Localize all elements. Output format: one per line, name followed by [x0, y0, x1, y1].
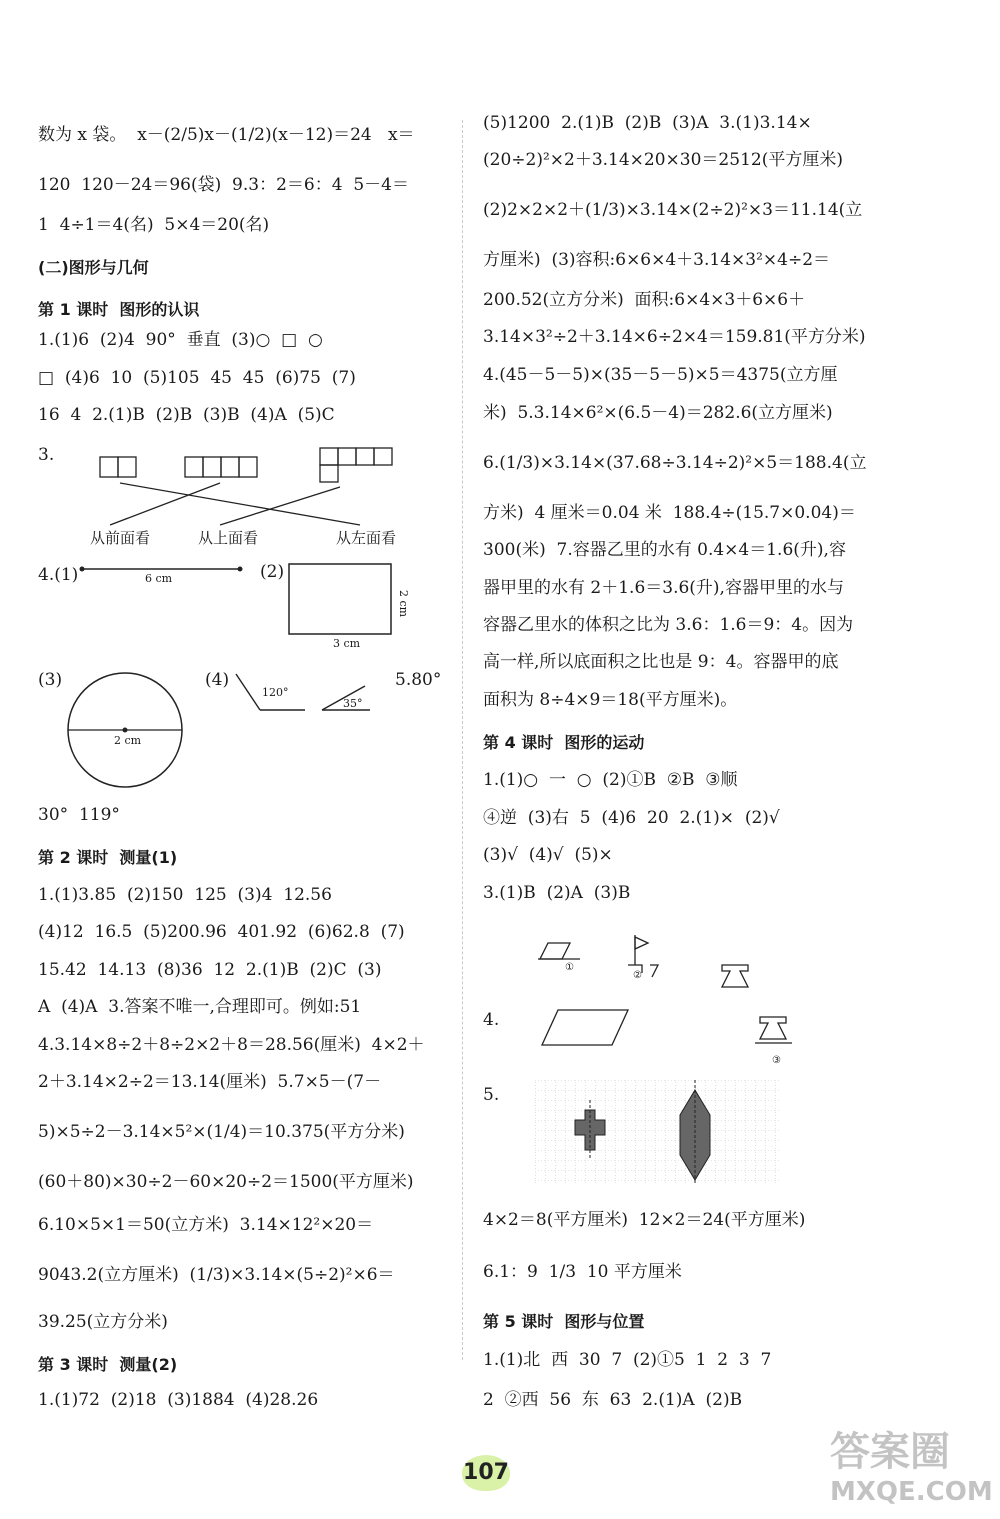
view-label-left: 从左面看 [336, 529, 397, 547]
watermark-line-2: MXQE.COM [830, 1477, 993, 1507]
answer-line: 120 120－24＝96(袋) 9.3：2＝6：4 5－4＝ [38, 175, 409, 195]
answer-line: 5)×5÷2－3.14×5²×(1/4)＝10.375(平方分米) [38, 1122, 405, 1142]
answer-line: 3. [38, 445, 55, 465]
angle-question-label: (4) [205, 670, 230, 690]
answer-line: 数为 x 袋。 x－(2/5)x－(1/2)(x－12)＝24 x＝ [38, 125, 415, 145]
question-5-answer: 5.80° [395, 670, 442, 690]
answer-line: 6.(1/3)×3.14×(37.68÷3.14÷2)²×5＝188.4(立 [483, 453, 867, 473]
segment-length-label: 6 cm [145, 572, 173, 585]
transform-mark-3: ③ [772, 1055, 781, 1066]
watermark-logo [830, 1420, 1000, 1519]
answer-line: 容器乙里水的体积之比为 3.6：1.6＝9：4。因为 [483, 615, 854, 635]
answer-line: 2＋3.14×2÷2＝13.14(厘米) 5.7×5－(7－ [38, 1072, 382, 1092]
column-divider [462, 120, 463, 1360]
answer-line: (3) [38, 670, 63, 690]
view-label-top: 从上面看 [198, 529, 259, 547]
answer-line: 39.25(立方分米) [38, 1312, 168, 1332]
answer-line: 5. [483, 1085, 500, 1105]
section-heading: 第 3 课时 测量(2) [38, 1355, 178, 1374]
answer-line: 4.(1) [38, 565, 79, 585]
answer-line: 300(米) 7.容器乙里的水有 0.4×4＝1.6(升),容 [483, 540, 846, 560]
answer-line: 6.1：9 1/3 10 平方厘米 [483, 1262, 682, 1282]
answer-line: 米) 5.3.14×6²×(6.5－4)＝282.6(立方厘米) [483, 403, 833, 423]
transform-figure [540, 935, 790, 1070]
angle-120-label: 120° [262, 686, 289, 699]
answer-line: 1.(1)3.85 (2)150 125 (3)4 12.56 [38, 885, 332, 905]
rect-question-label: (2) [260, 562, 285, 582]
answer-line: 面积为 8÷4×9＝18(平方厘米)。 [483, 690, 738, 710]
answer-line: (60＋80)×30÷2－60×20÷2＝1500(平方厘米) [38, 1172, 414, 1192]
answer-line: (5)1200 2.(1)B (2)B (3)A 3.(1)3.14× [483, 113, 812, 133]
angle-35-label: 35° [343, 697, 363, 710]
page-number: 107 [462, 1455, 510, 1491]
answer-line: 1 4÷1＝4(名) 5×4＝20(名) [38, 215, 270, 235]
answer-line: 1.(1)○ 一 ○ (2)①B ②B ③顺 [483, 770, 738, 790]
section-heading: 第 5 课时 图形与位置 [483, 1312, 645, 1331]
answer-line: 1.(1)72 (2)18 (3)1884 (4)28.26 [38, 1390, 319, 1410]
answer-line: 2 ②西 56 东 63 2.(1)A (2)B [483, 1390, 743, 1410]
answer-line: (20÷2)²×2＋3.14×20×30＝2512(平方厘米) [483, 150, 843, 170]
watermark-line-1: 答案圈 [830, 1429, 950, 1475]
grid-figure [535, 1080, 780, 1185]
answer-line: 200.52(立方分米) 面积:6×4×3＋6×6＋ [483, 290, 806, 310]
transform-mark-2: ② [633, 970, 642, 981]
answer-line: (4)12 16.5 (5)200.96 401.92 (6)62.8 (7) [38, 922, 405, 942]
answer-line: 16 4 2.(1)B (2)B (3)B (4)A (5)C [38, 405, 335, 425]
answer-line: ④逆 (3)右 5 (4)6 20 2.(1)× (2)√ [483, 808, 780, 828]
answer-line: 4.(45－5－5)×(35－5－5)×5＝4375(立方厘 [483, 365, 838, 385]
answer-line: □ (4)6 10 (5)105 45 45 (6)75 (7) [38, 368, 356, 388]
answer-line: 1.(1)北 西 30 7 (2)①5 1 2 3 7 [483, 1350, 772, 1370]
answer-line: 3.(1)B (2)A (3)B [483, 883, 631, 903]
rectangle-figure [288, 563, 393, 635]
answer-line: (3)√ (4)√ (5)× [483, 845, 613, 865]
circle-diameter-label: 2 cm [114, 734, 142, 747]
rect-width-label: 3 cm [333, 637, 361, 650]
answer-line: 方厘米) (3)容积:6×6×4＋3.14×3²×4÷2＝ [483, 250, 831, 270]
answer-line: 器甲里的水有 2＋1.6＝3.6(升),容器甲里的水与 [483, 578, 844, 598]
circle-figure [65, 670, 185, 790]
angles-figure [230, 672, 380, 717]
answer-line: 15.42 14.13 (8)36 12 2.(1)B (2)C (3) [38, 960, 382, 980]
view-label-front: 从前面看 [90, 529, 151, 547]
answer-line: (2)2×2×2＋(1/3)×3.14×(2÷2)²×3＝11.14(立 [483, 200, 863, 220]
answer-line: 4.3.14×8÷2＋8÷2×2＋8＝28.56(厘米) 4×2＋ [38, 1035, 425, 1055]
transform-mark-1: ① [565, 962, 574, 973]
answer-line: 4. [483, 1010, 500, 1030]
answer-line: 9043.2(立方厘米) (1/3)×3.14×(5÷2)²×6＝ [38, 1265, 395, 1285]
answer-line: 4×2＝8(平方厘米) 12×2＝24(平方厘米) [483, 1210, 806, 1230]
answer-line: 高一样,所以底面积之比也是 9：4。容器甲的底 [483, 652, 839, 672]
section-heading: (二)图形与几何 [38, 258, 149, 277]
answer-line: 1.(1)6 (2)4 90° 垂直 (3)○ □ ○ [38, 330, 323, 350]
answer-line: A (4)A 3.答案不唯一,合理即可。例如:51 [38, 997, 362, 1017]
rect-height-label: 2 cm [397, 590, 410, 618]
section-heading: 第 4 课时 图形的运动 [483, 733, 645, 752]
answer-line: 30° 119° [38, 805, 120, 825]
answer-line: 方米) 4 厘米＝0.04 米 188.4÷(15.7×0.04)＝ [483, 503, 856, 523]
section-heading: 第 1 课时 图形的认识 [38, 300, 200, 319]
answer-line: 3.14×3²÷2＋3.14×6÷2×4＝159.81(平方分米) [483, 327, 866, 347]
answer-line: 6.10×5×1＝50(立方米) 3.14×12²×20＝ [38, 1215, 374, 1235]
section-heading: 第 2 课时 测量(1) [38, 848, 178, 867]
right-column [483, 0, 923, 1519]
